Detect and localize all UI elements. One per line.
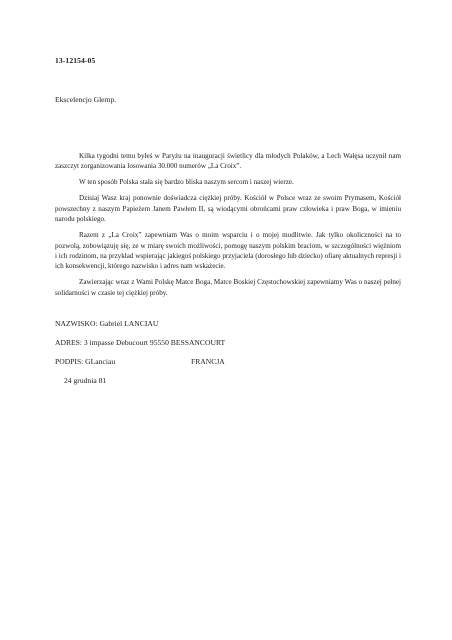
- sender-signature: PODPIS: GLanciau: [55, 357, 116, 366]
- letter-date: 24 grudnia 81: [64, 376, 107, 385]
- sender-address: ADRES: 3 impasse Debucourt 95550 BESSANCOURT: [55, 338, 226, 347]
- letter-body: [55, 151, 401, 304]
- paragraph-1: Kilka tygodni temu byłeś w Paryżu na inauguracji świetlicy dla młodych Polaków, a Lech Wałęsa uczynił nam zaszczyt zorganizowania losowania 30.000 numerów „La Croix”.: [55, 152, 401, 171]
- sender-name: NAZWISKO: Gabriel LANCIAU: [55, 319, 159, 328]
- sender-country: FRANCJA: [191, 357, 225, 366]
- reference-number: 13-12154-05: [55, 56, 96, 65]
- sender-details: [55, 319, 401, 395]
- salutation: Ekscelencjo Glemp.: [55, 95, 117, 104]
- paragraph-2: W ten sposób Polska stała się bardzo bliska naszym sercom i naszej wierze.: [79, 178, 294, 187]
- paragraph-3: Dzisiaj Wasz kraj ponownie doświadcza ciężkiej próby. Kościół w Polsce wraz ze swoim Prymasem, Kościół powszechny z naszym Papieżem Janem Pawłem II, są wiodącymi obrońcami praw człowieka i praw Boga, w imieniu narodu polskiego.: [55, 194, 401, 224]
- paragraph-4: Razem z „La Croix” zapewniam Was o moim wsparciu i o mojej modlitwie. Jak tylko okoliczności na to pozwolą, zobowiązuję się, ze w miarę swoich możliwości, pomogę naszym polskim braciom, w szczególności więźniom i ich rodzinom, na przykład wspierając jakiegoś polskiego przyjaciela (dorosłego lub dziecko) ofiarę aktualnych represji i ich konsekwencji, którego nazwisko i adres nam wskażecie.: [55, 231, 401, 271]
- paragraph-5: Zawierzając wraz z Wami Polskę Matce Boga, Matce Boskiej Częstochowskiej zapewniamy Was o naszej pełnej solidarności w czasie tej ciężkiej próby.: [55, 278, 401, 297]
- signature-row: [55, 357, 401, 376]
